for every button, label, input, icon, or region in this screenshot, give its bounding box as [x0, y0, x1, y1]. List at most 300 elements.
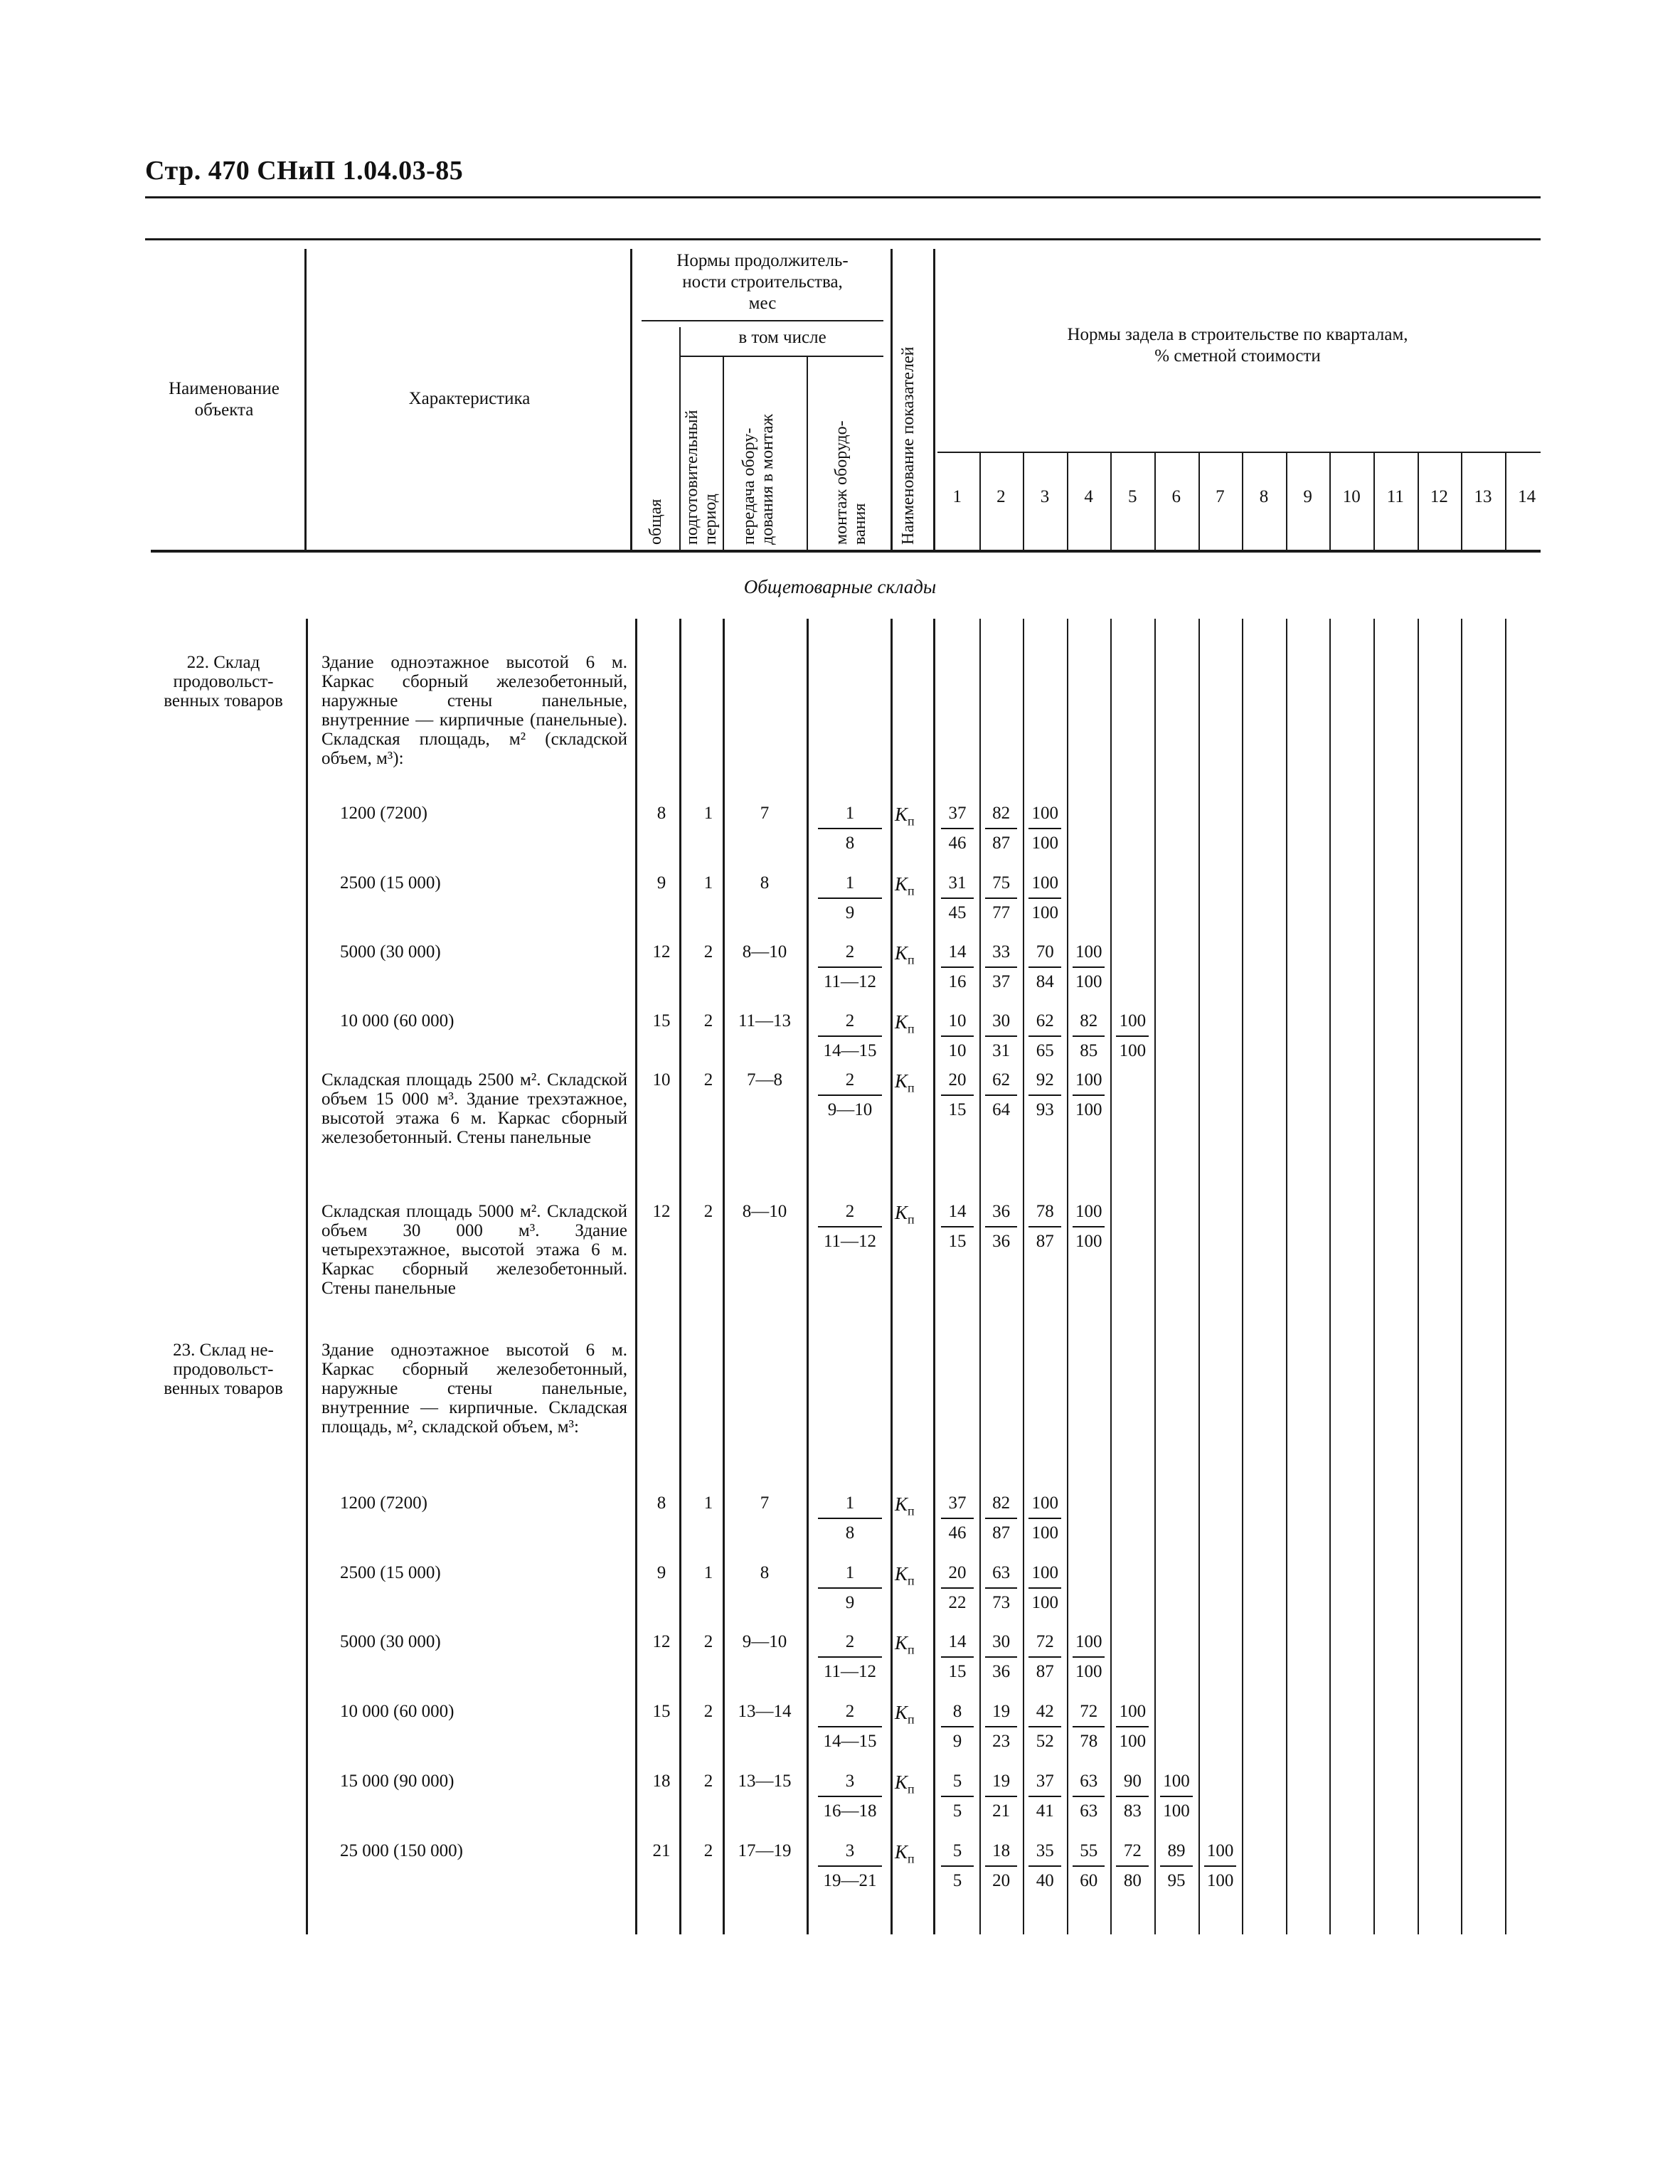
quarter-value-top: 31: [948, 873, 967, 893]
quarter-header-divider: [1067, 452, 1068, 551]
total-cell: 8: [656, 804, 666, 823]
total-cell: 18: [652, 1772, 671, 1791]
equipment-transfer-header: передача обору- дования в монтаж: [740, 414, 777, 545]
quarter-value-top: 20: [948, 1070, 967, 1090]
indicator-kp: $К_п$: [895, 1841, 915, 1866]
quarter-value-top: 5: [952, 1772, 962, 1791]
quarter-value-bottom: 5: [952, 1801, 962, 1821]
install-fraction-bar: [818, 1587, 882, 1589]
quarter-value-top: 10: [948, 1011, 967, 1030]
quarter-value-top: 72: [1123, 1841, 1142, 1860]
header-bottom-rule: [151, 550, 1541, 553]
install-fraction-bar: [818, 1035, 882, 1037]
quarter-value-bar: [1073, 966, 1105, 968]
install-denominator: 9: [845, 1593, 855, 1612]
indicator-kp: $К_п$: [895, 942, 915, 967]
transfer-cell: 7—8: [747, 1070, 782, 1090]
indicator-kp: $К_п$: [895, 1563, 915, 1588]
install-denominator: 11—12: [823, 972, 877, 991]
quarter-value-bar: [1028, 1656, 1061, 1658]
quarter-value-bottom: 52: [1036, 1732, 1054, 1751]
column-line: [933, 619, 935, 1934]
size-label: 10 000 (60 000): [340, 1011, 454, 1030]
quarter-value-bar: [941, 1587, 974, 1589]
in-that-number-header: в том числе: [738, 328, 826, 347]
transfer-cell: 8—10: [742, 942, 787, 962]
size-label: 1200 (7200): [340, 1493, 427, 1513]
quarter-value-top: 62: [992, 1070, 1011, 1090]
quarter-column-line: [1110, 619, 1112, 1934]
install-numerator: 3: [845, 1841, 855, 1860]
column-line: [635, 619, 637, 1934]
quarter-number: 6: [1171, 487, 1181, 506]
object-name: 23. Склад не- продовольст- венных товаров: [164, 1341, 283, 1398]
characteristic-variant: Складская площадь 5000 м². Складской объем 30 000 м³. Здание четырехэтажное, высотой этажа 6 м. Каркас сборный железобетонный. Стены панельные: [321, 1202, 627, 1298]
quarter-value-bottom: 100: [1031, 1523, 1058, 1543]
size-label: 1200 (7200): [340, 804, 427, 823]
quarter-value-bar: [941, 1656, 974, 1658]
indicator-kp: $К_п$: [895, 1493, 915, 1518]
quarter-value-bottom: 87: [992, 833, 1011, 853]
indicator-kp: $К_п$: [895, 1632, 915, 1657]
quarter-value-bar: [941, 1726, 974, 1727]
quarter-value-top: 100: [1119, 1702, 1147, 1721]
quarter-number: 5: [1127, 487, 1137, 506]
quarter-number: 14: [1518, 487, 1536, 506]
page-header: Стр. 470 СНиП 1.04.03-85: [145, 156, 464, 186]
install-denominator: 8: [845, 1523, 855, 1543]
quarter-value-bar: [1028, 1226, 1061, 1227]
quarter-value-bottom: 65: [1036, 1041, 1054, 1060]
total-cell: 9: [656, 1563, 666, 1582]
quarter-value-top: 72: [1036, 1632, 1054, 1651]
quarter-value-bar: [1116, 1726, 1149, 1727]
quarter-value-bar: [985, 1035, 1018, 1037]
indicator-kp: $К_п$: [895, 1011, 915, 1036]
transfer-cell: 8—10: [742, 1202, 787, 1221]
quarter-value-bottom: 23: [992, 1732, 1011, 1751]
quarter-value-top: 33: [992, 942, 1011, 962]
install-fraction-bar: [818, 1656, 882, 1658]
quarter-value-bottom: 100: [1031, 903, 1058, 922]
quarter-value-bar: [941, 1094, 974, 1096]
install-fraction-bar: [818, 1865, 882, 1867]
equipment-install-header: монтаж оборудо- вания: [832, 420, 869, 545]
quarter-value-top: 18: [992, 1841, 1011, 1860]
transfer-cell: 7: [760, 1493, 770, 1513]
characteristic-variant: Складская площадь 2500 м². Складской объем 15 000 м³. Здание трехэтажное, высотой этажа 6 м. Каркас сборный железобетонный. Стены панельные: [321, 1070, 627, 1147]
quarter-value-bottom: 100: [1119, 1041, 1147, 1060]
quarter-value-bottom: 41: [1036, 1801, 1054, 1821]
quarter-value-bar: [985, 897, 1018, 899]
quarter-value-bar: [941, 1035, 974, 1037]
header-subrule: [642, 320, 883, 321]
header-subrule: [679, 356, 883, 357]
install-denominator: 14—15: [823, 1041, 877, 1060]
quarter-value-bar: [985, 1796, 1018, 1797]
transfer-cell: 11—13: [738, 1011, 792, 1030]
quarter-value-top: 82: [1080, 1011, 1098, 1030]
quarter-column-line: [1505, 619, 1506, 1934]
prep-cell: 2: [703, 1632, 713, 1651]
quarter-number: 3: [1040, 487, 1050, 506]
prep-cell: 2: [703, 1070, 713, 1090]
install-numerator: 2: [845, 1632, 855, 1651]
column-line: [306, 619, 308, 1934]
quarter-value-bottom: 22: [948, 1593, 967, 1612]
quarter-header-divider: [1373, 452, 1375, 551]
quarter-value-bar: [985, 1587, 1018, 1589]
quarter-value-bar: [1028, 1035, 1061, 1037]
quarter-number: 7: [1216, 487, 1225, 506]
quarter-value-bar: [941, 828, 974, 829]
quarter-value-top: 14: [948, 1202, 967, 1221]
quarter-value-bar: [1073, 1796, 1105, 1797]
quarter-value-bar: [1116, 1035, 1149, 1037]
install-numerator: 1: [845, 1563, 855, 1582]
quarter-header-divider: [979, 452, 981, 551]
prep-cell: 2: [703, 942, 713, 962]
quarter-number: 8: [1259, 487, 1269, 506]
section-title: Общетоварные склады: [743, 576, 937, 597]
quarter-value-bottom: 77: [992, 903, 1011, 922]
object-name-header: Наименование объекта: [169, 379, 280, 420]
quarter-value-bottom: 83: [1123, 1801, 1142, 1821]
backlog-norms-header: Нормы задела в строительстве по кварталам, % сметной стоимости: [1067, 325, 1408, 366]
indicator-kp: $К_п$: [895, 873, 915, 898]
quarter-value-bottom: 46: [948, 833, 967, 853]
quarter-header-divider: [1329, 452, 1331, 551]
quarter-column-line: [1154, 619, 1156, 1934]
header-vline: [723, 356, 724, 551]
indicator-name-header: Наименование показателей: [899, 346, 918, 545]
size-label: 2500 (15 000): [340, 873, 441, 893]
quarter-value-bottom: 37: [992, 972, 1011, 991]
total-header: общая: [647, 499, 665, 545]
quarter-value-bottom: 46: [948, 1523, 967, 1543]
header-vline: [890, 249, 893, 551]
quarter-value-top: 90: [1123, 1772, 1142, 1791]
quarter-value-bar: [1028, 1726, 1061, 1727]
quarter-header-divider: [1461, 452, 1462, 551]
prep-cell: 2: [703, 1202, 713, 1221]
size-label: 5000 (30 000): [340, 1632, 441, 1651]
quarter-value-top: 100: [1075, 1632, 1102, 1651]
quarter-value-bar: [941, 1518, 974, 1519]
prep-cell: 1: [703, 1493, 713, 1513]
quarter-number: 12: [1430, 487, 1448, 506]
quarter-column-line: [1242, 619, 1243, 1934]
install-fraction-bar: [818, 1094, 882, 1096]
size-label: 15 000 (90 000): [340, 1772, 454, 1791]
header-vline: [679, 327, 681, 551]
quarter-column-line: [1286, 619, 1287, 1934]
install-denominator: 16—18: [823, 1801, 877, 1821]
size-label: 10 000 (60 000): [340, 1702, 454, 1721]
quarter-value-top: 100: [1075, 942, 1102, 962]
quarter-value-bottom: 87: [992, 1523, 1011, 1543]
quarter-number: 11: [1386, 487, 1404, 506]
quarter-value-bottom: 64: [992, 1100, 1011, 1119]
install-fraction-bar: [818, 828, 882, 829]
quarter-value-top: 14: [948, 1632, 967, 1651]
transfer-cell: 7: [760, 804, 770, 823]
quarter-value-top: 100: [1031, 1493, 1058, 1513]
quarter-value-top: 55: [1080, 1841, 1098, 1860]
install-numerator: 2: [845, 1702, 855, 1721]
prep-cell: 1: [703, 873, 713, 893]
quarter-column-line: [1198, 619, 1200, 1934]
quarter-column-line: [1373, 619, 1375, 1934]
quarter-value-top: 100: [1075, 1070, 1102, 1090]
quarter-header-divider: [1286, 452, 1287, 551]
quarter-value-bottom: 21: [992, 1801, 1011, 1821]
install-numerator: 2: [845, 1011, 855, 1030]
indicator-kp: $К_п$: [895, 804, 915, 829]
quarter-value-bottom: 85: [1080, 1041, 1098, 1060]
quarter-value-bar: [1160, 1865, 1193, 1867]
quarter-value-bar: [1160, 1796, 1193, 1797]
quarter-column-line: [1329, 619, 1331, 1934]
quarter-value-top: 5: [952, 1841, 962, 1860]
header-top-rule: [145, 196, 1541, 198]
quarter-value-bottom: 93: [1036, 1100, 1054, 1119]
quarter-value-top: 63: [992, 1563, 1011, 1582]
quarter-header-divider: [1505, 452, 1506, 551]
quarter-value-bottom: 45: [948, 903, 967, 922]
quarter-value-bar: [1073, 1094, 1105, 1096]
quarter-value-bottom: 80: [1123, 1871, 1142, 1890]
install-fraction-bar: [818, 966, 882, 968]
quarter-value-top: 62: [1036, 1011, 1054, 1030]
column-line: [890, 619, 893, 1934]
install-numerator: 2: [845, 1202, 855, 1221]
quarter-value-bottom: 100: [1075, 1662, 1102, 1681]
prep-cell: 2: [703, 1772, 713, 1791]
install-fraction-bar: [818, 897, 882, 899]
quarter-number: 9: [1303, 487, 1312, 506]
total-cell: 15: [652, 1702, 671, 1721]
quarter-value-top: 82: [992, 1493, 1011, 1513]
install-fraction-bar: [818, 1226, 882, 1227]
quarter-value-bottom: 73: [992, 1593, 1011, 1612]
total-cell: 10: [652, 1070, 671, 1090]
quarter-value-bottom: 15: [948, 1100, 967, 1119]
quarter-value-bar: [985, 1518, 1018, 1519]
install-denominator: 9—10: [827, 1100, 873, 1119]
total-cell: 12: [652, 1202, 671, 1221]
quarter-header-divider: [1154, 452, 1156, 551]
quarter-value-bottom: 87: [1036, 1232, 1054, 1251]
quarter-value-bar: [985, 1656, 1018, 1658]
install-numerator: 2: [845, 1070, 855, 1090]
prep-cell: 2: [703, 1702, 713, 1721]
quarter-value-bottom: 5: [952, 1871, 962, 1890]
quarter-value-bottom: 31: [992, 1041, 1011, 1060]
quarter-value-top: 82: [992, 804, 1011, 823]
quarter-value-bottom: 100: [1163, 1801, 1190, 1821]
total-cell: 15: [652, 1011, 671, 1030]
quarter-value-bottom: 100: [1075, 1100, 1102, 1119]
indicator-kp: $К_п$: [895, 1772, 915, 1796]
quarter-value-top: 100: [1206, 1841, 1234, 1860]
quarter-value-bar: [1028, 828, 1061, 829]
quarter-value-top: 8: [952, 1702, 962, 1721]
install-numerator: 1: [845, 804, 855, 823]
quarter-header-divider: [1418, 452, 1419, 551]
quarter-value-top: 14: [948, 942, 967, 962]
quarter-value-bottom: 36: [992, 1662, 1011, 1681]
total-cell: 9: [656, 873, 666, 893]
transfer-cell: 17—19: [738, 1841, 792, 1860]
quarter-value-bottom: 100: [1206, 1871, 1234, 1890]
quarter-value-top: 75: [992, 873, 1011, 893]
install-denominator: 11—12: [823, 1232, 877, 1251]
indicator-kp: $К_п$: [895, 1702, 915, 1727]
quarter-value-top: 70: [1036, 942, 1054, 962]
install-denominator: 19—21: [823, 1871, 877, 1890]
quarter-value-top: 30: [992, 1632, 1011, 1651]
object-name: 22. Склад продовольст- венных товаров: [164, 653, 283, 710]
norms-duration-header: Нормы продолжитель- ности строительства, мес: [676, 251, 849, 313]
quarter-value-top: 100: [1119, 1011, 1147, 1030]
quarter-value-top: 30: [992, 1011, 1011, 1030]
quarter-header-divider: [1198, 452, 1200, 551]
install-numerator: 1: [845, 1493, 855, 1513]
quarter-column-line: [1023, 619, 1024, 1934]
quarter-value-bar: [985, 828, 1018, 829]
quarter-value-bar: [1028, 1865, 1061, 1867]
header-vline: [304, 249, 307, 551]
quarter-column-line: [979, 619, 981, 1934]
quarter-value-bar: [985, 1094, 1018, 1096]
transfer-cell: 9—10: [742, 1632, 787, 1651]
install-fraction-bar: [818, 1518, 882, 1519]
install-denominator: 8: [845, 833, 855, 853]
quarter-column-line: [1461, 619, 1462, 1934]
install-denominator: 11—12: [823, 1662, 877, 1681]
quarter-value-top: 100: [1031, 873, 1058, 893]
quarter-value-bottom: 20: [992, 1871, 1011, 1890]
quarter-value-bar: [941, 966, 974, 968]
quarter-value-top: 20: [948, 1563, 967, 1582]
quarter-value-top: 92: [1036, 1070, 1054, 1090]
quarter-value-bottom: 100: [1075, 1232, 1102, 1251]
size-label: 2500 (15 000): [340, 1563, 441, 1582]
column-line: [807, 619, 809, 1934]
quarter-value-bar: [985, 1726, 1018, 1727]
quarter-value-bottom: 15: [948, 1662, 967, 1681]
quarter-value-bottom: 100: [1031, 1593, 1058, 1612]
quarter-value-top: 78: [1036, 1202, 1054, 1221]
quarter-value-bar: [941, 1796, 974, 1797]
quarter-value-top: 37: [948, 804, 967, 823]
quarter-value-bar: [1028, 1094, 1061, 1096]
quarter-number: 10: [1342, 487, 1361, 506]
quarter-value-bar: [1073, 1865, 1105, 1867]
quarter-value-bottom: 15: [948, 1232, 967, 1251]
quarter-value-bar: [1028, 1587, 1061, 1589]
size-label: 5000 (30 000): [340, 942, 441, 962]
transfer-cell: 8: [760, 873, 770, 893]
total-cell: 8: [656, 1493, 666, 1513]
quarter-header-divider: [1242, 452, 1243, 551]
indicator-kp: $К_п$: [895, 1070, 915, 1095]
quarter-column-line: [1067, 619, 1068, 1934]
quarter-value-bar: [985, 1226, 1018, 1227]
quarter-value-top: 100: [1031, 1563, 1058, 1582]
quarter-number: 13: [1474, 487, 1492, 506]
prep-cell: 2: [703, 1011, 713, 1030]
quarter-value-bar: [941, 1226, 974, 1227]
install-denominator: 14—15: [823, 1732, 877, 1751]
quarter-value-bar: [1204, 1865, 1237, 1867]
quarter-value-top: 63: [1080, 1772, 1098, 1791]
quarter-value-bar: [1073, 1656, 1105, 1658]
quarter-value-top: 72: [1080, 1702, 1098, 1721]
quarter-value-bottom: 36: [992, 1232, 1011, 1251]
prep-cell: 2: [703, 1841, 713, 1860]
install-fraction-bar: [818, 1726, 882, 1727]
quarter-value-top: 100: [1163, 1772, 1190, 1791]
quarter-value-bottom: 84: [1036, 972, 1054, 991]
prep-cell: 1: [703, 1563, 713, 1582]
total-cell: 12: [652, 1632, 671, 1651]
size-label: 25 000 (150 000): [340, 1841, 463, 1860]
characteristic-intro: Здание одноэтажное высотой 6 м. Каркас сборный железобетонный, наружные стены панельные, внутренние — кирпичные. Складская площадь, м², складской объем, м³:: [321, 1341, 627, 1437]
characteristic-intro: Здание одноэтажное высотой 6 м. Каркас сборный железобетонный, наружные стены панельные, внутренние — кирпичные (панельные). Складская площадь, м² (складской объем, м³):: [321, 653, 627, 768]
quarter-value-bottom: 16: [948, 972, 967, 991]
quarter-value-bar: [941, 897, 974, 899]
quarter-value-bar: [1073, 1226, 1105, 1227]
quarter-value-bottom: 100: [1119, 1732, 1147, 1751]
quarter-number: 2: [996, 487, 1006, 506]
indicator-kp: $К_п$: [895, 1202, 915, 1227]
quarter-value-top: 19: [992, 1702, 1011, 1721]
quarter-value-top: 36: [992, 1202, 1011, 1221]
quarter-value-top: 37: [948, 1493, 967, 1513]
characteristic-header: Характеристика: [408, 389, 531, 408]
quarter-value-top: 100: [1075, 1202, 1102, 1221]
table-top-rule: [145, 238, 1541, 240]
install-denominator: 9: [845, 903, 855, 922]
quarter-value-bar: [1116, 1796, 1149, 1797]
header-vline: [630, 249, 632, 551]
quarter-value-bar: [1028, 897, 1061, 899]
install-numerator: 1: [845, 873, 855, 893]
transfer-cell: 13—14: [738, 1702, 792, 1721]
install-numerator: 3: [845, 1772, 855, 1791]
quarter-value-bar: [985, 966, 1018, 968]
prep-period-header: подготовительный период: [683, 410, 720, 545]
header-subrule: [937, 452, 1541, 453]
transfer-cell: 13—15: [738, 1772, 792, 1791]
quarter-value-top: 35: [1036, 1841, 1054, 1860]
quarter-value-bottom: 9: [952, 1732, 962, 1751]
quarter-value-bottom: 40: [1036, 1871, 1054, 1890]
header-vline: [807, 356, 808, 551]
quarter-value-top: 42: [1036, 1702, 1054, 1721]
total-cell: 21: [652, 1841, 671, 1860]
prep-cell: 1: [703, 804, 713, 823]
quarter-header-divider: [1023, 452, 1024, 551]
quarter-value-top: 100: [1031, 804, 1058, 823]
quarter-number: 4: [1084, 487, 1093, 506]
quarter-value-top: 89: [1167, 1841, 1186, 1860]
quarter-value-top: 37: [1036, 1772, 1054, 1791]
quarter-column-line: [1418, 619, 1419, 1934]
quarter-value-bottom: 95: [1167, 1871, 1186, 1890]
